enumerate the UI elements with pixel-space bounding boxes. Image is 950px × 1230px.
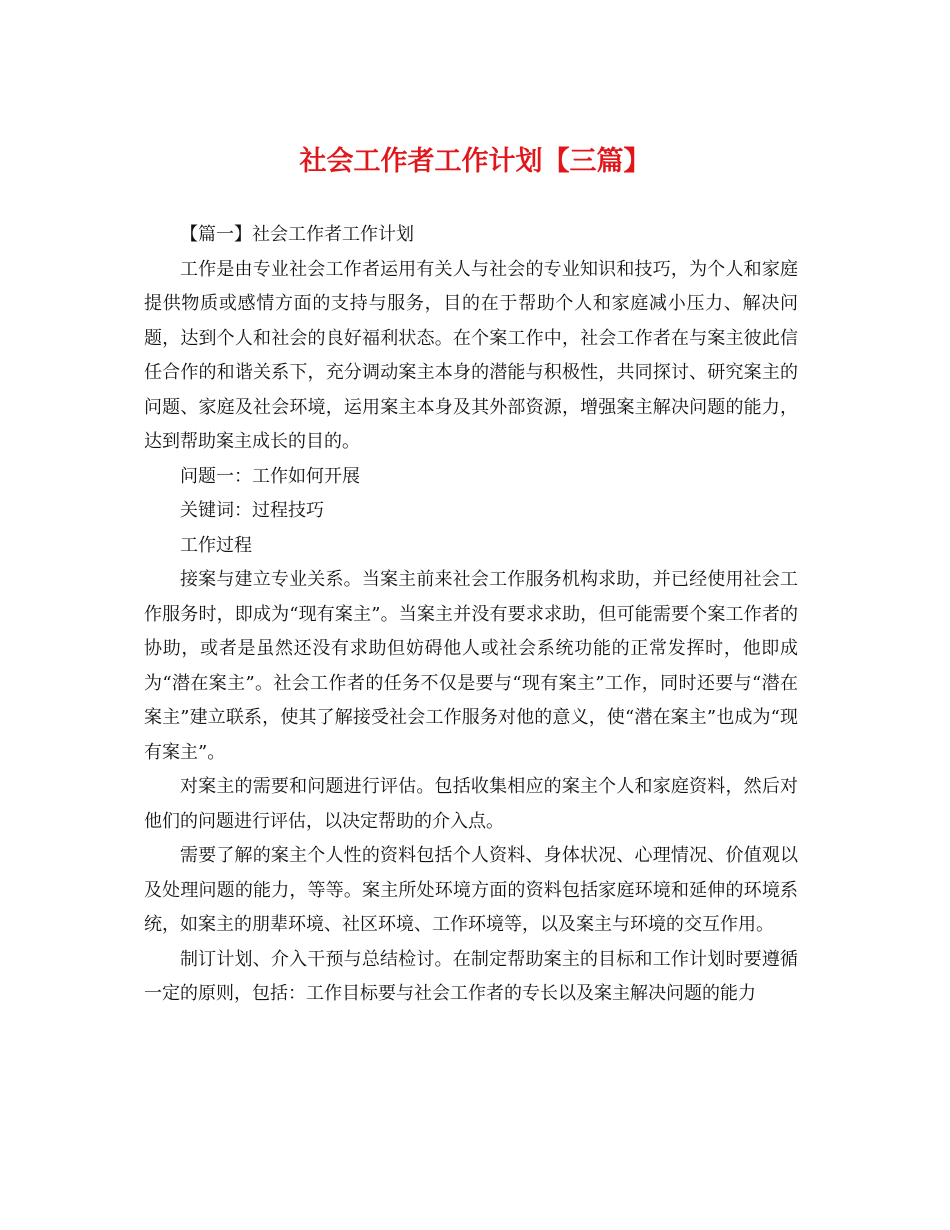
subheading: 工作过程: [180, 534, 252, 556]
question-line: 问题一：工作如何开展: [180, 465, 360, 487]
paragraph-information: 需要了解的案主个人性的资料包括个人资料、身体状况、心理情况、价值观以及处理问题的能力，等等。案主所处环境方面的资料包括家庭环境和延伸的环境系统，如案主的朋辈环境、社区环境、工作环境等，以及案主与环境的交互作用。: [144, 845, 798, 935]
keywords-line: 关键词：过程技巧: [180, 500, 324, 521]
section-heading: 【篇一】社会工作者工作计划: [180, 224, 414, 245]
paragraph-assessment: 对案主的需要和问题进行评估。包括收集相应的案主个人和家庭资料，然后对他们的问题进行评估，以决定帮助的介入点。: [144, 776, 798, 832]
paragraph-intake: 接案与建立专业关系。当案主前来社会工作服务机构求助，并已经使用社会工作服务时，即成为“现有案主”。当案主并没有要求求助，但可能需要个案工作者的协助，或者是虽然还没有求助但妨碍他人或社会系统功能的正常发挥时，他即成为“潜在案主”。社会工作者的任务不仅是要与“现有案主”工作，同时还要与“潜在案主”建立联系，使其了解接受社会工作服务对他的意义，使“潜在案主”也成为“现有案主”。: [144, 569, 798, 763]
paragraph-intro: 工作是由专业社会工作者运用有关人与社会的专业知识和技巧，为个人和家庭提供物质或感情方面的支持与服务，目的在于帮助个人和家庭减小压力、解决问题，达到个人和社会的良好福利状态。在个案工作中，社会工作者在与案主彼此信任合作的和谐关系下，充分调动案主本身的潜能与积极性，共同探讨、研究案主的问题、家庭及社会环境，运用案主本身及其外部资源，增强案主解决问题的能力，达到帮助案主成长的目的。: [144, 258, 798, 452]
document-body: [144, 218, 798, 1012]
document-title: 社会工作者工作计划【三篇】: [299, 146, 651, 177]
paragraph-planning: 制订计划、介入干预与总结检讨。在制定帮助案主的目标和工作计划时要遵循一定的原则，包括：工作目标要与社会工作者的专长以及案主解决问题的能力: [144, 948, 798, 1004]
